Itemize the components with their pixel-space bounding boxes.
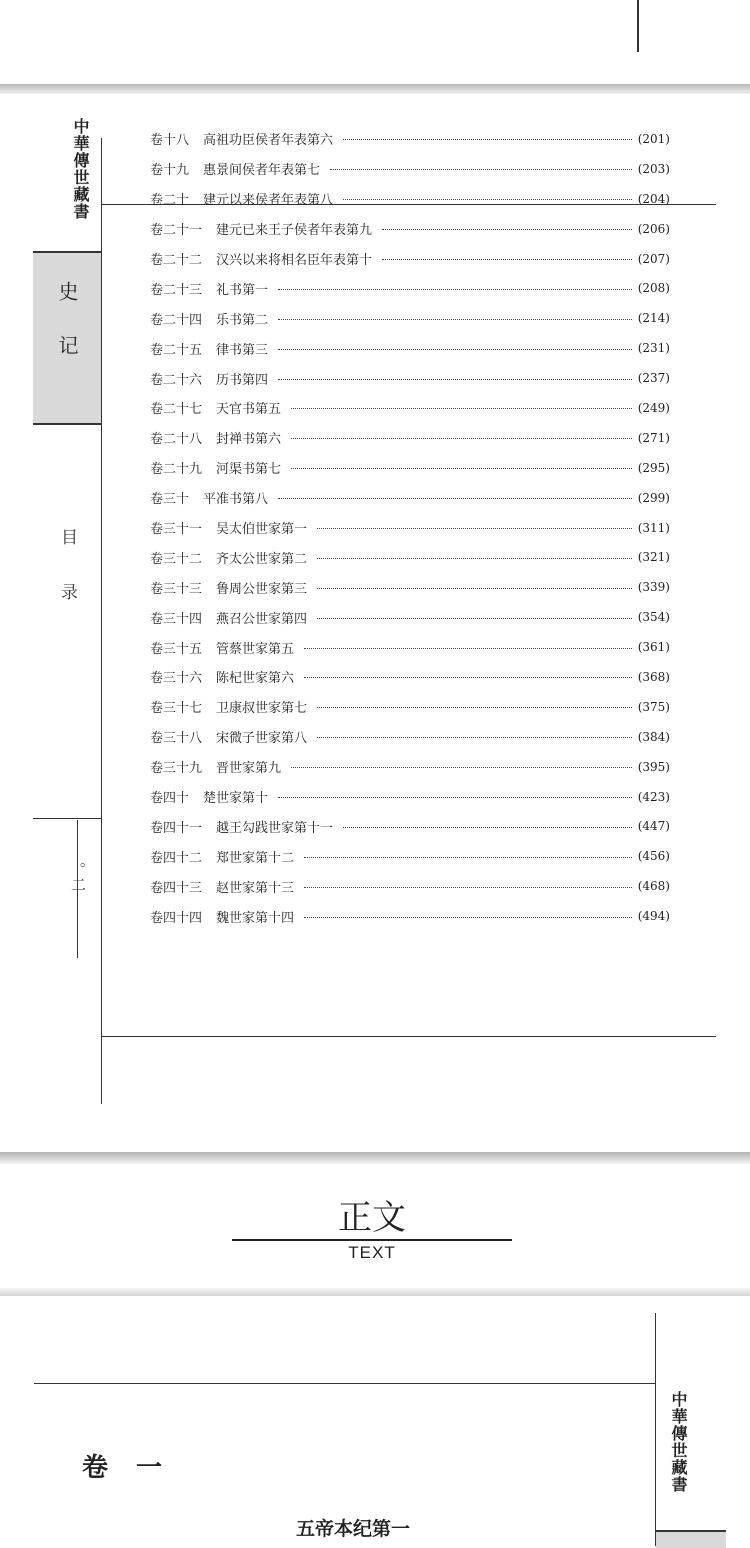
toc-entry-page: (231) <box>637 341 670 356</box>
toc-entry-volume: 卷三十三 <box>150 581 203 597</box>
toc-entry <box>150 513 670 543</box>
section-title-rule <box>232 1239 512 1241</box>
toc-entry-leader-dots <box>343 827 632 828</box>
toc-entry-volume: 卷十八 <box>150 133 190 149</box>
toc-entry-page: (299) <box>637 490 670 505</box>
series-title: 中華傳世藏書 <box>71 118 90 220</box>
toc-entry <box>150 572 670 602</box>
toc-entry-page: (354) <box>637 610 670 625</box>
toc-entry-volume: 卷二十一 <box>150 223 203 239</box>
page-number: 。二 <box>69 862 87 892</box>
body-series-title: 中華傳世藏書 <box>669 1391 688 1493</box>
toc-entry <box>150 841 670 871</box>
toc-entry <box>150 811 670 841</box>
toc-entry-leader-dots <box>291 468 632 469</box>
toc-entry-page: (201) <box>637 131 670 146</box>
toc-entry-volume: 卷三十五 <box>150 641 203 657</box>
toc-entry-leader-dots <box>291 408 632 409</box>
toc-entry-volume: 卷三十六 <box>150 671 203 687</box>
toc-entry-page: (311) <box>637 520 670 535</box>
toc-entry <box>150 393 670 423</box>
body-page <box>0 1296 750 1546</box>
toc-entry-leader-dots <box>291 438 632 439</box>
toc-entry-title: 卫康叔世家第七 <box>216 701 308 717</box>
toc-entry-leader-dots <box>343 199 632 200</box>
toc-entry-title: 魏世家第十四 <box>216 910 295 926</box>
toc-list <box>150 124 670 931</box>
toc-entry-page: (237) <box>637 371 670 386</box>
toc-entry <box>150 602 670 632</box>
toc-entry-page: (204) <box>637 191 670 206</box>
toc-entry <box>150 273 670 303</box>
toc-entry-page: (208) <box>637 281 670 296</box>
toc-entry <box>150 154 670 184</box>
toc-entry <box>150 303 670 333</box>
toc-entry-page: (395) <box>637 759 670 774</box>
toc-entry-page: (423) <box>637 789 670 804</box>
toc-entry-page: (494) <box>637 909 670 924</box>
toc-entry-page: (271) <box>637 430 670 445</box>
body-sidebar-rule <box>655 1313 656 1546</box>
page-shadow <box>0 84 750 94</box>
section-subtitle: TEXT <box>348 1243 396 1262</box>
toc-entry-page: (214) <box>637 311 670 326</box>
toc-entry-volume: 卷三十七 <box>150 701 203 717</box>
toc-entry-leader-dots <box>317 707 632 708</box>
toc-entry <box>150 632 670 662</box>
toc-entry-volume: 卷二十六 <box>150 372 203 388</box>
toc-entry-page: (447) <box>637 819 670 834</box>
toc-entry <box>150 423 670 453</box>
toc-entry-title: 吴太伯世家第一 <box>216 522 308 538</box>
toc-entry-volume: 卷三十 <box>150 492 190 508</box>
toc-entry-title: 礼书第一 <box>216 282 269 298</box>
toc-entry-title: 汉兴以来将相名臣年表第十 <box>216 253 373 268</box>
toc-entry-title: 燕召公世家第四 <box>216 611 308 627</box>
toc-entry-title: 历书第四 <box>216 372 269 388</box>
toc-entry-volume: 卷二十三 <box>150 282 203 298</box>
toc-entry-leader-dots <box>304 648 632 649</box>
toc-entry-volume: 卷四十 <box>150 791 190 807</box>
sidebar-rule-vertical <box>101 138 102 1104</box>
toc-entry-volume: 卷三十二 <box>150 551 203 567</box>
body-top-rule <box>34 1383 656 1384</box>
toc-entry-title: 宋微子世家第八 <box>216 731 308 747</box>
toc-entry-volume: 卷二十七 <box>150 402 203 418</box>
toc-entry-title: 乐书第二 <box>216 312 269 328</box>
toc-entry-leader-dots <box>278 498 632 499</box>
section-title: 正文 <box>338 1198 406 1238</box>
toc-entry-page: (468) <box>637 879 670 894</box>
toc-entry-volume: 卷四十四 <box>150 910 203 926</box>
toc-entry-title: 河渠书第七 <box>216 462 282 478</box>
toc-entry-volume: 卷二十九 <box>150 462 203 478</box>
toc-entry-title: 赵世家第十三 <box>216 880 295 896</box>
toc-entry-volume: 卷二十五 <box>150 342 203 358</box>
toc-entry-volume: 卷四十一 <box>150 820 203 836</box>
toc-entry-volume: 卷二十八 <box>150 432 203 448</box>
toc-entry-leader-dots <box>317 618 632 619</box>
page-rule-vertical <box>637 0 639 52</box>
toc-entry-leader-dots <box>317 737 632 738</box>
toc-entry-title: 天官书第五 <box>216 402 282 418</box>
toc-entry-leader-dots <box>278 289 632 290</box>
toc-entry-page: (384) <box>637 729 670 744</box>
toc-entry-volume: 卷三十四 <box>150 611 203 627</box>
page-shadow <box>0 1152 750 1164</box>
toc-bottom-rule <box>101 1036 716 1037</box>
toc-entry-page: (249) <box>637 400 670 415</box>
page-shadow <box>0 1288 750 1296</box>
toc-entry-title: 管蔡世家第五 <box>216 641 295 657</box>
toc-entry-volume: 卷三十一 <box>150 522 203 538</box>
toc-entry-title: 鲁周公世家第三 <box>216 581 308 597</box>
toc-entry-page: (368) <box>637 669 670 684</box>
toc-entry-title: 楚世家第十 <box>203 791 269 807</box>
toc-entry-leader-dots <box>304 857 632 858</box>
toc-entry-leader-dots <box>304 887 632 888</box>
section-label: 目录 <box>57 528 77 638</box>
toc-entry-volume: 卷四十二 <box>150 850 203 866</box>
toc-entry-title: 越王勾践世家第十一 <box>216 820 334 836</box>
toc-entry <box>150 214 670 244</box>
toc-entry <box>150 124 670 154</box>
toc-entry-volume: 卷二十 <box>150 193 190 209</box>
toc-entry-title: 郑世家第十二 <box>216 850 295 866</box>
toc-entry-leader-dots <box>278 349 632 350</box>
toc-entry-title: 陈杞世家第六 <box>216 671 295 687</box>
toc-entry <box>150 453 670 483</box>
toc-entry-leader-dots <box>330 169 632 170</box>
toc-entry-volume: 卷三十八 <box>150 731 203 747</box>
toc-entry-title: 惠景间侯者年表第七 <box>203 163 321 179</box>
toc-entry-title: 平准书第八 <box>203 492 269 508</box>
toc-entry-volume: 卷四十三 <box>150 880 203 896</box>
toc-entry-page: (206) <box>637 221 670 236</box>
toc-entry-leader-dots <box>304 917 632 918</box>
book-title: 史记 <box>55 281 79 389</box>
toc-entry-leader-dots <box>278 319 632 320</box>
toc-entry-volume: 卷三十九 <box>150 761 203 777</box>
toc-entry-leader-dots <box>317 558 632 559</box>
toc-entry-volume: 卷二十二 <box>150 253 203 268</box>
toc-entry-leader-dots <box>317 528 632 529</box>
toc-entry-leader-dots <box>278 797 632 798</box>
toc-entry-leader-dots <box>291 767 632 768</box>
toc-entry-leader-dots <box>382 229 632 230</box>
toc-entry-title: 建元以来侯者年表第八 <box>203 193 334 209</box>
toc-entry-volume: 卷二十四 <box>150 312 203 328</box>
sidebar-rule-horizontal <box>33 818 101 819</box>
toc-entry-title: 律书第三 <box>216 342 269 358</box>
toc-entry <box>150 901 670 931</box>
body-book-title-box <box>656 1530 726 1548</box>
toc-entry-title: 齐太公世家第二 <box>216 551 308 567</box>
toc-entry-page: (203) <box>637 161 670 176</box>
toc-entry <box>150 184 670 214</box>
toc-entry <box>150 782 670 812</box>
chapter-label: 卷一 <box>82 1453 191 1483</box>
book-title-box <box>33 251 101 425</box>
toc-entry-leader-dots <box>317 588 632 589</box>
toc-entry-page: (339) <box>637 580 670 595</box>
toc-entry <box>150 692 670 722</box>
toc-entry-page: (295) <box>637 460 670 475</box>
previous-page-edge <box>0 0 750 84</box>
toc-entry <box>150 542 670 572</box>
toc-entry <box>150 333 670 363</box>
toc-entry-leader-dots <box>304 677 632 678</box>
toc-entry <box>150 483 670 513</box>
toc-entry-page: (207) <box>637 251 670 266</box>
toc-entry-leader-dots <box>278 379 632 380</box>
toc-entry <box>150 871 670 901</box>
toc-entry-title: 高祖功臣侯者年表第六 <box>203 133 334 149</box>
toc-entry <box>150 752 670 782</box>
toc-entry-leader-dots <box>343 139 632 140</box>
toc-entry <box>150 662 670 692</box>
toc-entry-volume: 卷十九 <box>150 163 190 179</box>
toc-entry <box>150 722 670 752</box>
toc-entry-title: 建元已来王子侯者年表第九 <box>216 223 373 239</box>
toc-entry-page: (375) <box>637 699 670 714</box>
toc-entry-page: (321) <box>637 550 670 565</box>
toc-entry <box>150 363 670 393</box>
toc-entry <box>150 244 670 274</box>
toc-entry-page: (456) <box>637 849 670 864</box>
toc-entry-title: 封禅书第六 <box>216 432 282 448</box>
chapter-title: 五帝本纪第一 <box>296 1518 411 1540</box>
toc-entry-title: 晋世家第九 <box>216 761 282 777</box>
toc-entry-leader-dots <box>382 259 632 260</box>
toc-entry-page: (361) <box>637 640 670 655</box>
